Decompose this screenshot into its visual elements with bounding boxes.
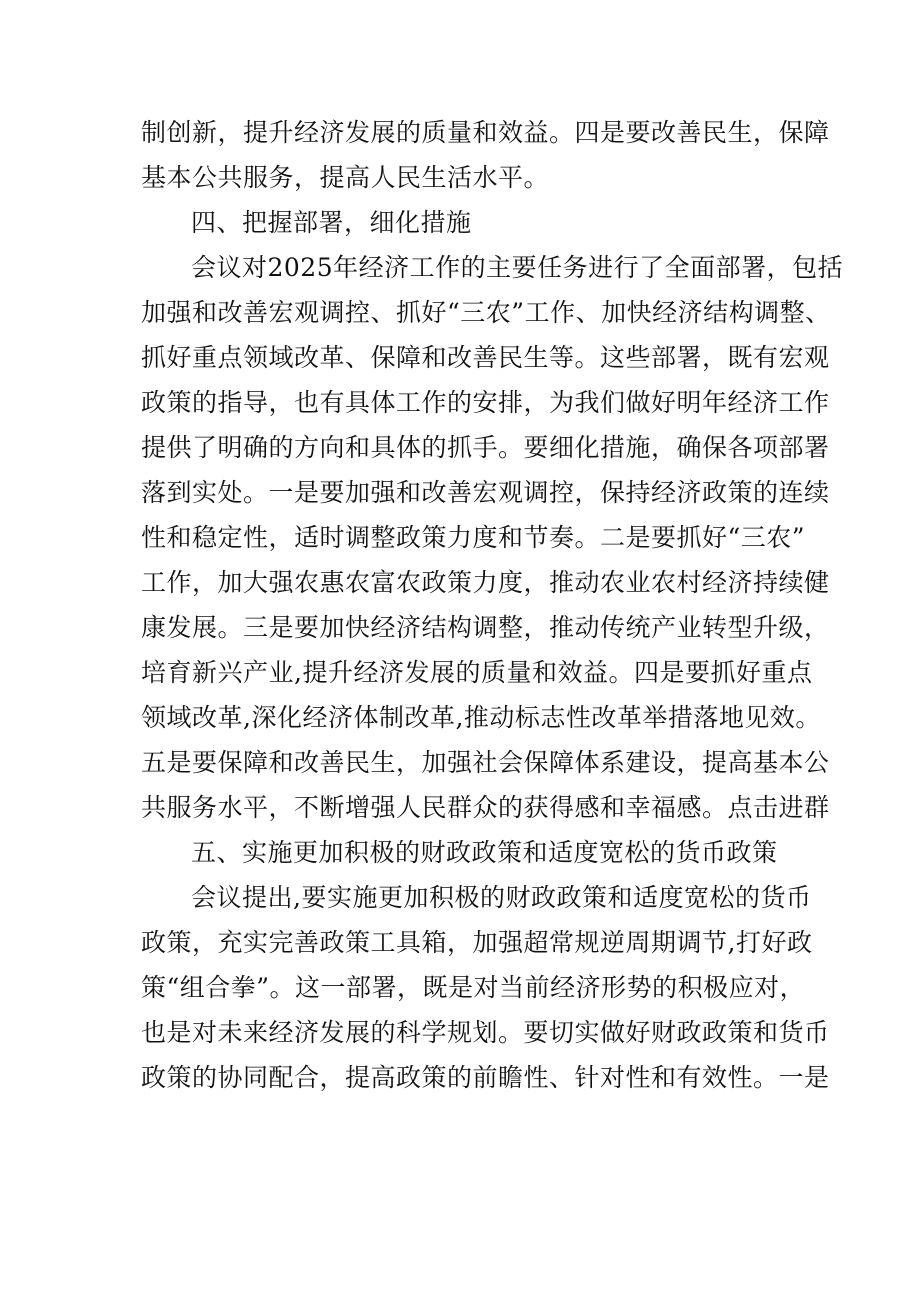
text-line: 基本公共服务，提高人民生活水平。 <box>141 163 550 192</box>
text-line: 政策，充实完善政策工具箱，加强超常规逆周期调节,打好政 <box>141 928 813 957</box>
text-line: 领域改革,深化经济体制改革,推动标志性改革举措落地见效。 <box>141 703 821 732</box>
section-heading-four: 四、把握部署，细化措施 <box>191 208 472 237</box>
text-line: 政策的协同配合，提高政策的前瞻性、针对性和有效性。一是 <box>141 1063 830 1092</box>
text-line: 工作，加大强农惠农富农政策力度，推动农业农村经济持续健 <box>141 568 830 597</box>
text-line: 培育新兴产业,提升经济发展的质量和效益。四是要抓好重点 <box>141 658 813 687</box>
text-line: 会议对2025年经济工作的主要任务进行了全面部署，包括 <box>191 253 844 282</box>
document-body <box>141 110 844 1100</box>
text-line: 落到实处。一是要加强和改善宏观调控，保持经济政策的连续 <box>141 478 830 507</box>
text-line: 政策的指导，也有具体工作的安排，为我们做好明年经济工作 <box>141 388 830 417</box>
text-line: 也是对未来经济发展的科学规划。要切实做好财政政策和货币 <box>141 1018 830 1047</box>
text-line: 加强和改善宏观调控、抓好“三农”工作、加快经济结构调整、 <box>141 298 831 327</box>
text-line: 制创新，提升经济发展的质量和效益。四是要改善民生，保障 <box>141 118 830 147</box>
text-line: 会议提出,要实施更加积极的财政政策和适度宽松的货币 <box>191 883 812 912</box>
text-line: 共服务水平，不断增强人民群众的获得感和幸福感。点击进群 <box>141 793 830 822</box>
text-line: 康发展。三是要加快经济结构调整，推动传统产业转型升级， <box>141 613 830 642</box>
text-line: 性和稳定性，适时调整政策力度和节奏。二是要抓好“三农” <box>141 523 806 552</box>
text-line: 提供了明确的方向和具体的抓手。要细化措施，确保各项部署 <box>141 433 830 462</box>
text-line: 抓好重点领域改革、保障和改善民生等。这些部署，既有宏观 <box>141 343 830 372</box>
text-line: 策“组合拳”。这一部署，既是对当前经济形势的积极应对， <box>141 973 806 1002</box>
section-heading-five: 五、实施更加积极的财政政策和适度宽松的货币政策 <box>191 838 778 867</box>
text-line: 五是要保障和改善民生，加强社会保障体系建设，提高基本公 <box>141 748 830 777</box>
